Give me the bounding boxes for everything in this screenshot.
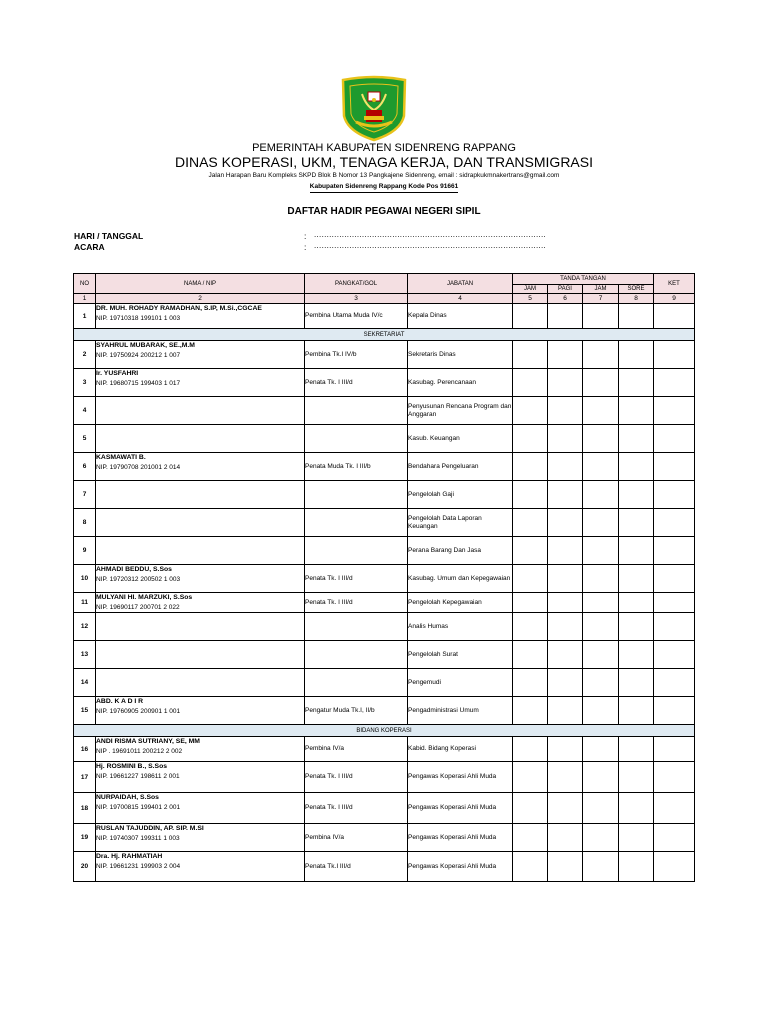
sign-pagi-cell — [548, 304, 583, 329]
employee-name: SYAHRUL MUBARAK, SE.,M.M — [96, 342, 195, 349]
sign-pagi-cell — [548, 565, 583, 593]
jabatan-cell: Kepala Dinas — [408, 304, 513, 329]
employee-nip: NIP. 19720312 200502 1 003 — [96, 576, 181, 583]
name-nip-cell — [96, 481, 305, 509]
ket-cell — [654, 453, 695, 481]
pangkat-cell: Penata Tk. I III/d — [305, 593, 408, 613]
jabatan-cell: Pengelolah Kepegawaian — [408, 593, 513, 613]
jabatan-cell: Pengelolah Data Laporan Keuangan — [408, 509, 513, 537]
col-num-2: 2 — [96, 294, 305, 304]
ket-cell — [654, 341, 695, 369]
ket-cell — [654, 565, 695, 593]
row-number: 19 — [74, 824, 96, 852]
sign-jam-sore-cell — [583, 369, 619, 397]
name-nip-cell — [96, 509, 305, 537]
jabatan-cell: Bendahara Pengeluaran — [408, 453, 513, 481]
pangkat-cell — [305, 613, 408, 641]
sign-sore-cell — [619, 669, 654, 697]
col-num-9: 9 — [654, 294, 695, 304]
jabatan-cell: Pengawas Koperasi Ahli Muda — [408, 793, 513, 824]
ket-cell — [654, 397, 695, 425]
name-nip-cell — [96, 304, 305, 329]
sign-jam-sore-cell — [583, 565, 619, 593]
sign-jam-pagi-cell — [513, 537, 548, 565]
sign-pagi-cell — [548, 369, 583, 397]
sign-pagi-cell — [548, 341, 583, 369]
sign-jam-sore-cell — [583, 641, 619, 669]
row-number: 9 — [74, 537, 96, 565]
col-num-1: 1 — [74, 294, 96, 304]
sign-jam-sore-cell — [583, 852, 619, 882]
hari-tanggal-label: HARI / TANGGAL — [74, 231, 144, 241]
row-number: 15 — [74, 697, 96, 725]
header-no: NO — [74, 274, 96, 294]
sign-pagi-cell — [548, 613, 583, 641]
agency-address: Jalan Harapan Baru Kompleks SKPD Blok B Nomor 13 Pangkajene Sidenreng, email : sidrapkukmnakertrans@gmail.com — [208, 172, 560, 179]
sign-jam-pagi-cell — [513, 641, 548, 669]
sign-sore-cell — [619, 397, 654, 425]
sign-sore-cell — [619, 537, 654, 565]
hari-tanggal-colon: : — [304, 231, 307, 241]
pangkat-cell: Pembina IV/a — [305, 737, 408, 762]
name-nip-cell — [96, 593, 305, 613]
name-nip-cell — [96, 425, 305, 453]
employee-name: NURPAIDAH, S.Sos — [96, 794, 159, 801]
name-nip-cell — [96, 565, 305, 593]
sign-pagi-cell — [548, 537, 583, 565]
sign-sore-cell — [619, 481, 654, 509]
sign-sore-cell — [619, 852, 654, 882]
row-number: 18 — [74, 793, 96, 824]
column-number-row — [74, 294, 695, 304]
sign-jam-pagi-cell — [513, 793, 548, 824]
pangkat-cell — [305, 425, 408, 453]
employee-name: AHMADI BEDDU, S.Sos — [96, 566, 172, 573]
sign-jam-pagi-cell — [513, 824, 548, 852]
employee-name: ANDI RISMA SUTRIANY, SE, MM — [96, 738, 200, 745]
ket-cell — [654, 593, 695, 613]
sign-jam-pagi-cell — [513, 341, 548, 369]
header-tanda-tangan: TANDA TANGAN — [513, 274, 654, 285]
sign-sore-cell — [619, 593, 654, 613]
table-row — [74, 341, 695, 369]
employee-nip: NIP. 19740307 199311 1 003 — [96, 835, 180, 842]
name-nip-cell — [96, 453, 305, 481]
name-nip-cell — [96, 613, 305, 641]
sign-jam-sore-cell — [583, 425, 619, 453]
ket-cell — [654, 762, 695, 793]
employee-nip: NIP. 19750924 200212 1 007 — [96, 352, 181, 359]
pangkat-cell — [305, 397, 408, 425]
section-sekretariat — [74, 329, 695, 341]
jabatan-cell: Kabid. Bidang Koperasi — [408, 737, 513, 762]
jabatan-cell: Pengawas Koperasi Ahli Muda — [408, 852, 513, 882]
pangkat-cell — [305, 537, 408, 565]
sign-jam-sore-cell — [583, 453, 619, 481]
jabatan-cell: Kasubag. Umum dan Kepegawaian — [408, 565, 513, 593]
employee-nip: NIP. 19690117 200701 2 022 — [96, 604, 180, 611]
ket-cell — [654, 737, 695, 762]
sign-pagi-cell — [548, 593, 583, 613]
employee-name: Hj. ROSMINI B., S.Sos — [96, 763, 167, 770]
row-number: 6 — [74, 453, 96, 481]
sign-jam-sore-cell — [583, 613, 619, 641]
pangkat-cell: Pembina Utama Muda IV/c — [305, 304, 408, 329]
table-row — [74, 824, 695, 852]
jabatan-cell: Pengelolah Surat — [408, 641, 513, 669]
pangkat-cell — [305, 509, 408, 537]
employee-name: MULYANI HI. MARZUKI, S.Sos — [96, 594, 193, 601]
government-name: PEMERINTAH KABUPATEN SIDENRENG RAPPANG — [252, 142, 516, 154]
regency-emblem-logo — [338, 76, 410, 142]
sign-jam-pagi-cell — [513, 762, 548, 793]
row-number: 2 — [74, 341, 96, 369]
name-nip-cell — [96, 641, 305, 669]
row-number: 16 — [74, 737, 96, 762]
sign-sore-cell — [619, 453, 654, 481]
sign-jam-pagi-cell — [513, 613, 548, 641]
acara-colon: : — [304, 242, 307, 252]
row-number: 17 — [74, 762, 96, 793]
ket-cell — [654, 824, 695, 852]
ket-cell — [654, 481, 695, 509]
sign-jam-sore-cell — [583, 669, 619, 697]
ket-cell — [654, 852, 695, 882]
sign-sore-cell — [619, 793, 654, 824]
table-row — [74, 304, 695, 329]
header-sore: SORE — [619, 285, 654, 294]
pangkat-cell: Penata Tk. I III/d — [305, 565, 408, 593]
pangkat-cell: Penata Tk. I III/d — [305, 793, 408, 824]
name-nip-cell — [96, 737, 305, 762]
sign-jam-sore-cell — [583, 509, 619, 537]
employee-nip: NIP. 19680715 199403 1 017 — [96, 380, 181, 387]
name-nip-cell — [96, 341, 305, 369]
table-row — [74, 369, 695, 397]
sign-jam-pagi-cell — [513, 425, 548, 453]
sign-pagi-cell — [548, 481, 583, 509]
pangkat-cell — [305, 641, 408, 669]
employee-nip: NIP. 19661227 198611 2 001 — [96, 773, 180, 780]
sign-jam-sore-cell — [583, 537, 619, 565]
attendance-table — [73, 273, 695, 882]
name-nip-cell — [96, 762, 305, 793]
sign-pagi-cell — [548, 641, 583, 669]
name-nip-cell — [96, 793, 305, 824]
row-number: 7 — [74, 481, 96, 509]
row-number: 12 — [74, 613, 96, 641]
employee-name: RUSLAN TAJUDDIN, AP. SIP. M.SI — [96, 825, 204, 832]
row-number: 1 — [74, 304, 96, 329]
sign-jam-pagi-cell — [513, 397, 548, 425]
sign-jam-pagi-cell — [513, 481, 548, 509]
row-number: 3 — [74, 369, 96, 397]
sign-sore-cell — [619, 737, 654, 762]
col-num-7: 7 — [583, 294, 619, 304]
table-row — [74, 852, 695, 882]
sign-pagi-cell — [548, 824, 583, 852]
acara-dots: ............................................................................................ — [314, 241, 547, 250]
sign-sore-cell — [619, 509, 654, 537]
row-number: 13 — [74, 641, 96, 669]
row-number: 8 — [74, 509, 96, 537]
sign-pagi-cell — [548, 852, 583, 882]
jabatan-cell: Penyusunan Rencana Program dan Anggaran — [408, 397, 513, 425]
sign-sore-cell — [619, 697, 654, 725]
ket-cell — [654, 793, 695, 824]
sign-jam-pagi-cell — [513, 304, 548, 329]
row-number: 11 — [74, 593, 96, 613]
ket-cell — [654, 613, 695, 641]
ket-cell — [654, 304, 695, 329]
jabatan-cell: Pengawas Koperasi Ahli Muda — [408, 824, 513, 852]
table-row — [74, 481, 695, 509]
sign-jam-pagi-cell — [513, 593, 548, 613]
ket-cell — [654, 669, 695, 697]
section-bidang-koperasi-label: BIDANG KOPERASI — [74, 725, 695, 737]
ket-cell — [654, 697, 695, 725]
attendance-body — [74, 304, 695, 882]
sign-jam-sore-cell — [583, 824, 619, 852]
sign-jam-sore-cell — [583, 304, 619, 329]
employee-name: DR. MUH. ROHADY RAMADHAN, S.IP, M.Si.,CGCAE — [96, 305, 262, 312]
sign-jam-sore-cell — [583, 793, 619, 824]
pangkat-cell: Penata Muda Tk. I III/b — [305, 453, 408, 481]
jabatan-cell: Kasubag. Perencanaan — [408, 369, 513, 397]
table-row — [74, 537, 695, 565]
sign-jam-sore-cell — [583, 697, 619, 725]
header-pangkat: PANGKAT/GOL — [305, 274, 408, 294]
employee-nip: NIP. 19700815 199401 2 001 — [96, 804, 181, 811]
table-row — [74, 613, 695, 641]
ket-cell — [654, 641, 695, 669]
table-row — [74, 793, 695, 824]
sign-pagi-cell — [548, 669, 583, 697]
table-row — [74, 669, 695, 697]
name-nip-cell — [96, 697, 305, 725]
table-row — [74, 737, 695, 762]
sign-pagi-cell — [548, 397, 583, 425]
employee-nip: NIP . 19691011 200212 2 002 — [96, 748, 183, 755]
acara-label: ACARA — [74, 242, 105, 252]
sign-jam-sore-cell — [583, 397, 619, 425]
employee-name: Dra. Hj. RAHMATIAH — [96, 853, 163, 860]
jabatan-cell: Sekretaris Dinas — [408, 341, 513, 369]
name-nip-cell — [96, 824, 305, 852]
employee-nip: NIP. 19710318 199101 1 003 — [96, 315, 181, 322]
employee-name: Ir. YUSFAHRI — [96, 370, 139, 377]
pangkat-cell: Pengatur Muda Tk.I, II/b — [305, 697, 408, 725]
row-number: 14 — [74, 669, 96, 697]
table-row — [74, 697, 695, 725]
table-row — [74, 509, 695, 537]
pangkat-cell: Pembina IV/a — [305, 824, 408, 852]
table-row — [74, 762, 695, 793]
header-jabatan: JABATAN — [408, 274, 513, 294]
ket-cell — [654, 369, 695, 397]
ket-cell — [654, 537, 695, 565]
sign-jam-sore-cell — [583, 481, 619, 509]
jabatan-cell: Kasub. Keuangan — [408, 425, 513, 453]
sign-jam-pagi-cell — [513, 369, 548, 397]
jabatan-cell: Pengawas Koperasi Ahli Muda — [408, 762, 513, 793]
document-title: DAFTAR HADIR PEGAWAI NEGERI SIPIL — [287, 206, 481, 217]
employee-nip: NIP. 19790708 201001 2 014 — [96, 464, 181, 471]
sign-sore-cell — [619, 824, 654, 852]
name-nip-cell — [96, 397, 305, 425]
table-row — [74, 397, 695, 425]
agency-name: DINAS KOPERASI, UKM, TENAGA KERJA, DAN TRANSMIGRASI — [174, 154, 594, 170]
pangkat-cell: Penata Tk.I III/d — [305, 852, 408, 882]
sign-pagi-cell — [548, 509, 583, 537]
sign-pagi-cell — [548, 453, 583, 481]
hari-tanggal-dots: ............................................................................................ — [314, 230, 547, 239]
sign-jam-pagi-cell — [513, 669, 548, 697]
table-row — [74, 453, 695, 481]
col-num-4: 4 — [408, 294, 513, 304]
employee-name: KASMAWATI B. — [96, 454, 146, 461]
sign-pagi-cell — [548, 793, 583, 824]
col-num-8: 8 — [619, 294, 654, 304]
sign-sore-cell — [619, 369, 654, 397]
employee-nip: NIP. 19760905 200901 1 001 — [96, 708, 181, 715]
header-jam-pagi: JAM — [513, 285, 548, 294]
col-num-5: 5 — [513, 294, 548, 304]
sign-jam-sore-cell — [583, 593, 619, 613]
sign-jam-sore-cell — [583, 762, 619, 793]
ket-cell — [654, 509, 695, 537]
sign-jam-sore-cell — [583, 737, 619, 762]
sign-jam-sore-cell — [583, 341, 619, 369]
sign-sore-cell — [619, 613, 654, 641]
jabatan-cell: Perana Barang Dan Jasa — [408, 537, 513, 565]
sign-pagi-cell — [548, 737, 583, 762]
section-bidang-koperasi — [74, 725, 695, 737]
row-number: 20 — [74, 852, 96, 882]
pangkat-cell — [305, 669, 408, 697]
sign-jam-pagi-cell — [513, 737, 548, 762]
sign-jam-pagi-cell — [513, 565, 548, 593]
ket-cell — [654, 425, 695, 453]
sign-sore-cell — [619, 641, 654, 669]
jabatan-cell: Analis Humas — [408, 613, 513, 641]
row-number: 10 — [74, 565, 96, 593]
name-nip-cell — [96, 669, 305, 697]
jabatan-cell: Pengelolah Gaji — [408, 481, 513, 509]
employee-name: ABD. K A D I R — [96, 698, 144, 705]
jabatan-cell: Pengadministrasi Umum — [408, 697, 513, 725]
sign-sore-cell — [619, 341, 654, 369]
name-nip-cell — [96, 852, 305, 882]
table-row — [74, 565, 695, 593]
employee-nip: NIP. 19661231 199903 2 004 — [96, 863, 181, 870]
sign-sore-cell — [619, 565, 654, 593]
table-row — [74, 425, 695, 453]
sign-pagi-cell — [548, 697, 583, 725]
pangkat-cell — [305, 481, 408, 509]
header-jam-sore: JAM — [583, 285, 619, 294]
sign-jam-pagi-cell — [513, 697, 548, 725]
row-number: 4 — [74, 397, 96, 425]
table-row — [74, 641, 695, 669]
table-row — [74, 593, 695, 613]
postal-text: Kabupaten Sidenreng Rappang Kode Pos 91661 — [310, 183, 458, 193]
pangkat-cell: Penata Tk. I III/d — [305, 762, 408, 793]
pangkat-cell: Penata Tk. I III/d — [305, 369, 408, 397]
sign-jam-pagi-cell — [513, 852, 548, 882]
sign-pagi-cell — [548, 762, 583, 793]
sign-sore-cell — [619, 425, 654, 453]
sign-jam-pagi-cell — [513, 509, 548, 537]
header-ket: KET — [654, 274, 695, 294]
header-nama-nip: NAMA / NIP — [96, 274, 305, 294]
sign-pagi-cell — [548, 425, 583, 453]
sign-jam-pagi-cell — [513, 453, 548, 481]
col-num-6: 6 — [548, 294, 583, 304]
row-number: 5 — [74, 425, 96, 453]
sign-sore-cell — [619, 762, 654, 793]
agency-postal — [0, 183, 768, 193]
sign-sore-cell — [619, 304, 654, 329]
col-num-3: 3 — [305, 294, 408, 304]
header-pagi: PAGI — [548, 285, 583, 294]
name-nip-cell — [96, 369, 305, 397]
pangkat-cell: Pembina Tk.I IV/b — [305, 341, 408, 369]
jabatan-cell: Pengemudi — [408, 669, 513, 697]
name-nip-cell — [96, 537, 305, 565]
section-sekretariat-label: SEKRETARIAT — [74, 329, 695, 341]
